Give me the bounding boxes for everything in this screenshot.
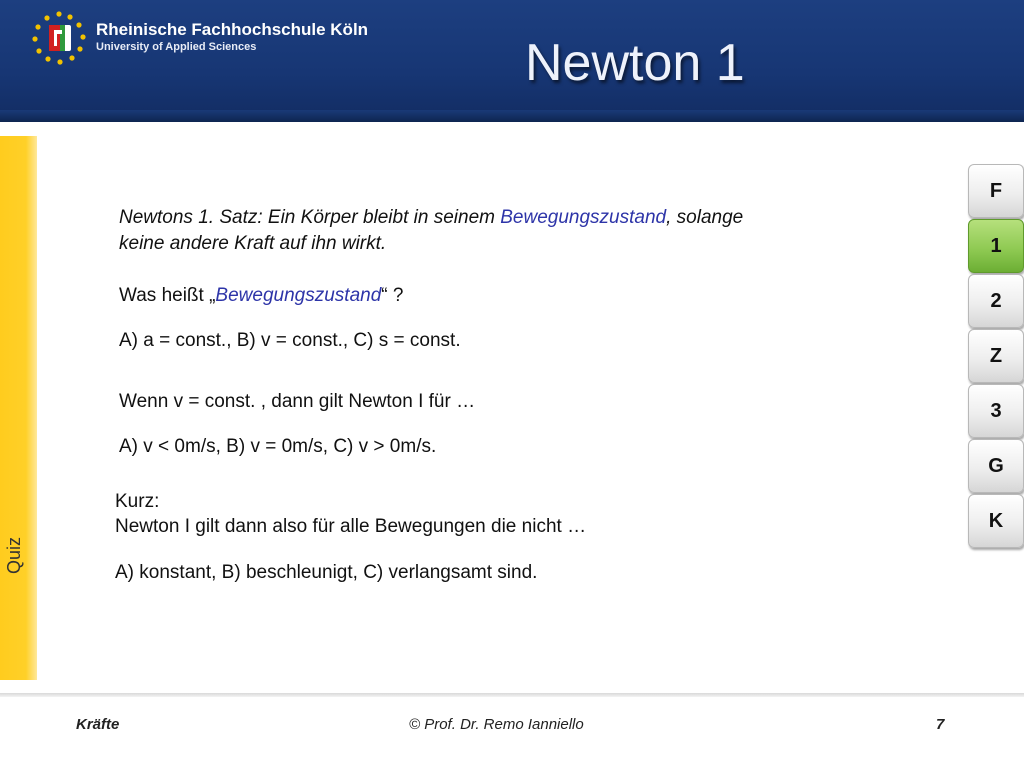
nav-button-1[interactable]: 1 <box>968 219 1024 273</box>
statement-line-2: keine andere Kraft auf ihn wirkt. <box>119 233 387 254</box>
nav-button-z[interactable]: Z <box>968 329 1024 383</box>
footer-page-number: 7 <box>936 716 945 733</box>
header-stripe <box>0 110 1024 122</box>
question-2: Wenn v = const. , dann gilt Newton I für … <box>119 391 476 412</box>
question-1-highlight: Bewegungszustand <box>215 285 382 306</box>
question-1-answers: A) a = const., B) v = const., C) s = const. <box>119 330 461 351</box>
footer-copyright: © Prof. Dr. Remo Ianniello <box>409 716 584 733</box>
statement-suffix: , solange <box>666 207 744 228</box>
question-3-line-2: Newton I gilt dann also für alle Bewegungen die nicht … <box>115 516 587 537</box>
university-logo-icon <box>30 10 88 68</box>
header-banner <box>0 0 1024 122</box>
question-2-answers: A) v < 0m/s, B) v = 0m/s, C) v > 0m/s. <box>119 436 437 457</box>
slide-title: Newton 1 <box>525 34 745 92</box>
nav-button-2[interactable]: 2 <box>968 274 1024 328</box>
institution-subtitle: University of Applied Sciences <box>96 41 257 53</box>
nav-button-f[interactable]: F <box>968 164 1024 218</box>
question-3-line-1: Kurz: <box>115 491 160 512</box>
footer-topic: Kräfte <box>76 716 120 733</box>
nav-button-g[interactable]: G <box>968 439 1024 493</box>
footer-divider <box>0 693 1024 697</box>
quiz-label: Quiz <box>4 536 24 574</box>
institution-name: Rheinische Fachhochschule Köln <box>96 20 369 39</box>
question-1-suffix: “ ? <box>381 285 404 306</box>
statement-line-1 <box>119 207 743 229</box>
question-1 <box>119 285 403 307</box>
statement-prefix: Newtons 1. Satz: Ein Körper bleibt in seinem <box>119 207 501 228</box>
question-1-prefix: Was heißt „ <box>119 285 216 306</box>
quiz-sidebar <box>0 136 37 680</box>
statement-highlight: Bewegungszustand <box>500 207 667 228</box>
nav-button-k[interactable]: K <box>968 494 1024 548</box>
question-3-answers: A) konstant, B) beschleunigt, C) verlangsamt sind. <box>115 562 538 583</box>
nav-button-3[interactable]: 3 <box>968 384 1024 438</box>
